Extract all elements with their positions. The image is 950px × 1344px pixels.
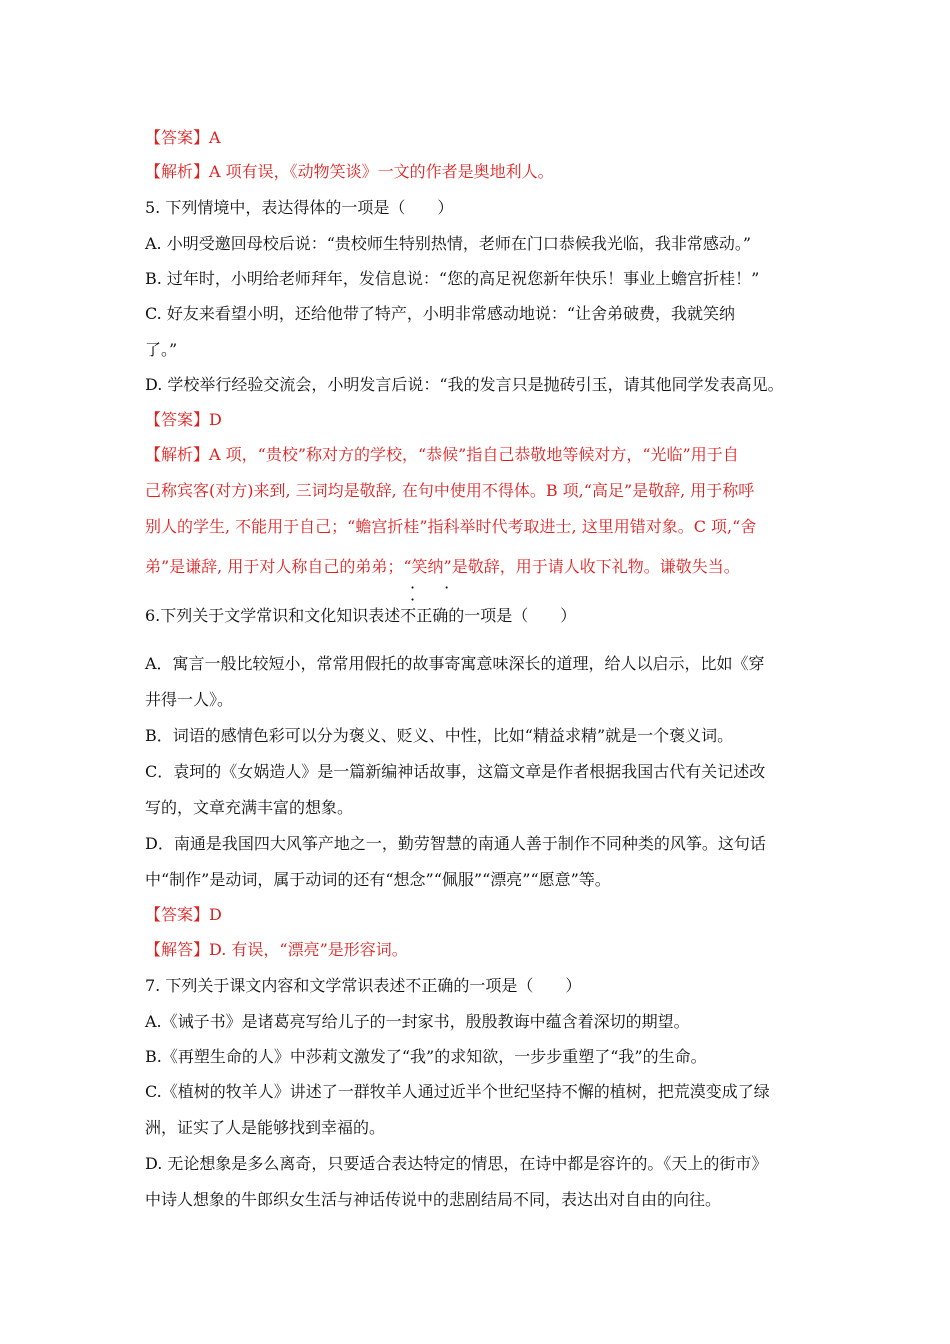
- q5-option-c-line1: C. 好友来看望小明，还给他带了特产，小明非常感动地说：“让舍弟破费，我就笑纳: [145, 304, 736, 323]
- q6-option-c-line2: 写的，文章充满丰富的想象。: [145, 798, 354, 817]
- q7-option-c-line1: C.《植树的牧羊人》讲述了一群牧羊人通过近半个世纪坚持不懈的植树，把荒漠变成了绿: [145, 1082, 770, 1101]
- q5-answer: 【答案】D: [145, 410, 222, 429]
- q4-analysis: 【解析】A 项有误，《动物笑谈》一文的作者是奥地利人。: [145, 162, 554, 181]
- q7-option-c-line2: 洲，证实了人是能够找到幸福的。: [145, 1118, 386, 1137]
- q6-option-d-line1: D．南通是我国四大风筝产地之一，勤劳智慧的南通人善于制作不同种类的风筝。这句话: [145, 834, 766, 853]
- q5-option-a: A. 小明受邀回母校后说：“贵校师生特别热情，老师在门口恭候我光临，我非常感动。”: [145, 234, 752, 253]
- q7-option-b: B.《再塑生命的人》中莎莉文激发了“我”的求知欲，一步步重塑了“我”的生命。: [145, 1047, 707, 1066]
- q4-answer: 【答案】A: [145, 128, 221, 147]
- q6-answer: 【答案】D: [145, 905, 222, 924]
- q5-option-d: D. 学校举行经验交流会，小明发言后说：“我的发言只是抛砖引玉，请其他同学发表高见。: [145, 375, 784, 394]
- emphasis-dots: · · ·: [410, 578, 462, 609]
- q6-option-a-line2: 井得一人》。: [145, 690, 234, 709]
- q6-option-d-line2: 中“制作”是动词，属于动词的还有“想念”“佩服”“漂亮”“愿意”等。: [145, 870, 611, 889]
- q5-analysis-line1: 【解析】A 项，“贵校”称对方的学校，“恭候”指自己恭敬地等候对方，“光临”用于自: [145, 445, 739, 464]
- q6-option-b: B．词语的感情色彩可以分为褒义、贬义、中性，比如“精益求精”就是一个褒义词。: [145, 726, 734, 745]
- q7-option-a: A.《诫子书》是诸葛亮写给儿子的一封家书，殷殷教诲中蕴含着深切的期望。: [145, 1012, 690, 1031]
- q6-stem: 6.下列关于文学常识和文化知识表述不正确的一项是（ ）: [145, 606, 577, 625]
- q6-option-a-line1: A．寓言一般比较短小，常常用假托的故事寄寓意味深长的道理，给人以启示，比如《穿: [145, 654, 765, 673]
- q6-option-c-line1: C．袁珂的《女娲造人》是一篇新编神话故事，这篇文章是作者根据我国古代有关记述改: [145, 762, 766, 781]
- q5-option-b: B. 过年时，小明给老师拜年，发信息说：“您的高足祝您新年快乐！事业上蟾宫折桂！”: [145, 269, 760, 288]
- q5-analysis-line3: 别人的学生, 不能用于自己；“蟾宫折桂”指科举时代考取进士, 这里用错对象。C 项,“舍: [145, 517, 757, 536]
- q5-analysis-line4: 弟”是谦辞, 用于对人称自己的弟弟；“笑纳”是敬辞，用于请人收下礼物。谦敬失当。: [145, 557, 740, 576]
- q7-stem: 7. 下列关于课文内容和文学常识表述不正确的一项是（ ）: [145, 976, 582, 995]
- q5-analysis-line2: 己称宾客(对方)来到, 三词均是敬辞, 在句中使用不得体。B 项,“高足”是敬辞, 用于称呼: [145, 481, 755, 500]
- q7-option-d-line1: D. 无论想象是多么离奇，只要适合表达特定的情思，在诗中都是容许的。《天上的街市》: [145, 1154, 768, 1173]
- q6-analysis: 【解答】D. 有误，“漂亮”是形容词。: [145, 940, 408, 959]
- q5-option-c-line2: 了。”: [145, 340, 178, 359]
- q5-stem: 5. 下列情境中，表达得体的一项是（ ）: [145, 198, 454, 217]
- q7-option-d-line2: 中诗人想象的牛郎织女生活与神话传说中的悲剧结局不同，表达出对自由的向往。: [145, 1190, 722, 1209]
